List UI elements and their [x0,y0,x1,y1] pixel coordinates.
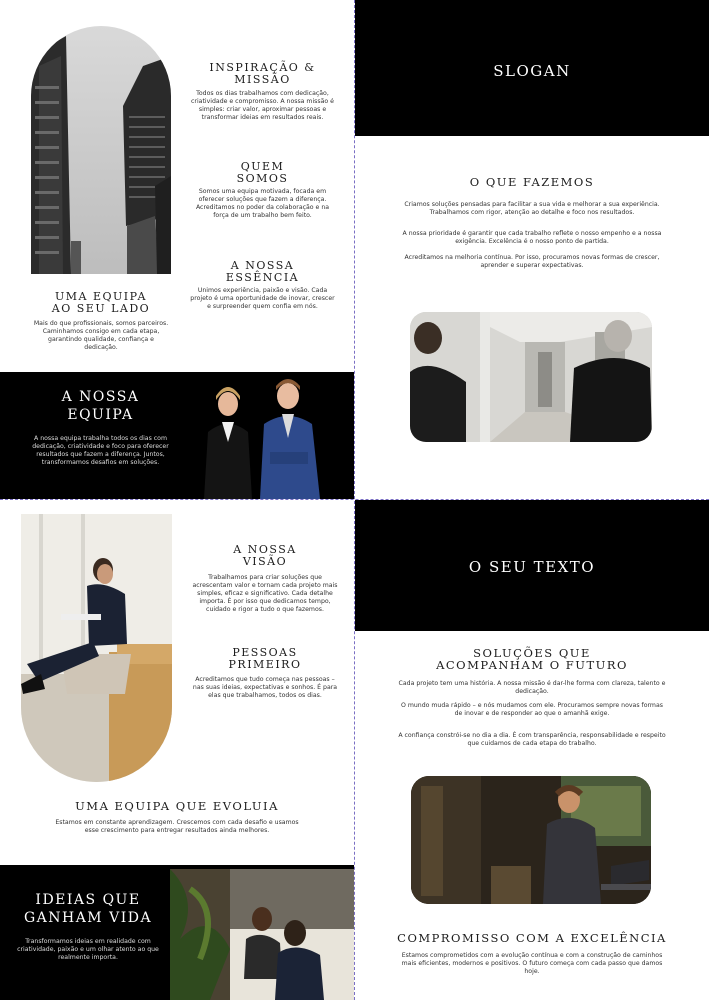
pessoas-primeiro-title: PESSOAS PRIMEIRO [228,646,302,671]
quem-somos-text: Somos uma equipa motivada, focada em oferecer soluções que fazem a diferença. Acreditamos no poder da colaboração e na força de um trabalho bem feito. [195,188,330,219]
ideias-band [0,865,354,1000]
nossa-visao-title: A NOSSA VISÃO [233,543,297,568]
page-2 [355,0,709,499]
nossa-equipa-band [0,372,354,499]
nossa-essencia-text: Unimos experiência, paixão e visão. Cada projeto é uma oportunidade de inovar, crescer e surpreender quem confia em nós. [190,287,335,310]
nossa-equipa-text: A nossa equipa trabalha todos os dias com dedicação, criatividade e foco para oferecer resultados que fazem a diferença. Juntos, transformamos desafios em soluções. [32,435,169,466]
equipa-evolui-text: Estamos em constante aprendizagem. Crescemos com cada desafio e usamos esse crescimento para entregar resultados ainda melhores. [55,819,299,834]
office-corridor-photo [410,312,652,442]
businessman-chair-photo [21,514,172,782]
inspiracao-text: Todos os dias trabalhamos com dedicação, criatividade e compromisso. A nossa missão é simples: criar valor, aproximar pessoas e transformar ideias em resultados reais. [191,90,334,121]
cafe-businessman-photo [411,776,651,904]
inspiracao-title: INSPIRAÇÃO & MISSÃO [209,61,316,86]
solucoes-p1: Cada projeto tem uma história. A nossa missão é dar-lhe forma com clareza, talento e dedicação. [398,680,666,695]
seu-texto-band [355,500,709,631]
page-1 [0,0,354,499]
seu-texto-title: O SEU TEXTO [468,558,596,576]
compromisso-title: COMPROMISSO COM A EXCELÊNCIA [397,931,667,945]
nossa-equipa-title: A NOSSA EQUIPA [61,389,140,424]
o-que-fazemos-p1: Criamos soluções pensadas para facilitar a sua vida e melhorar a sua experiência. Trabalhamos com rigor, atenção ao detalhe e foco nos resultados. [404,201,660,216]
compromisso-text: Estamos comprometidos com a evolução contínua e com a construção de caminhos mais eficientes, modernos e positivos. O futuro começa com cada passo que damos hoje. [401,952,663,975]
solucoes-p3: A confiança constrói-se no dia a dia. É com transparência, responsabilidade e respeito que cuidamos de cada etapa do trabalho. [398,732,666,747]
quem-somos-title: QUEM SOMOS [236,160,289,185]
pessoas-primeiro-text: Acreditamos que tudo começa nas pessoas – nas suas ideias, expectativas e sonhos. É para elas que trabalhamos, todos os dias. [192,676,338,699]
ideias-text: Transformamos ideias em realidade com criatividade, paixão e um olhar atento ao que realmente importa. [17,938,159,961]
page-4 [355,500,709,1000]
o-que-fazemos-p3: Acreditamos na melhoria contínua. Por isso, procuramos novas formas de crescer, aprender e superar expectativas. [404,254,660,269]
nossa-essencia-title: A NOSSA ESSÊNCIA [225,259,300,284]
meeting-photo [170,869,354,1000]
solucoes-p2: O mundo muda rápido – e nós mudamos com ele. Procuramos sempre novas formas de inovar e de responder ao que o amanhã exige. [401,702,663,717]
equipa-lado-title: UMA EQUIPA AO SEU LADO [51,290,151,315]
solucoes-title: SOLUÇÕES QUE ACOMPANHAM O FUTURO [436,646,628,673]
page-3 [0,500,354,1000]
slogan-band [355,0,709,136]
nossa-visao-text: Trabalhamos para criar soluções que acrescentam valor e tornam cada projeto mais simples, eficaz e significativo. Cada detalhe importa. É por isso que dedicamos tempo, cuidado e rigor a tudo o que fazemos. [192,574,338,613]
o-que-fazemos-title: O QUE FAZEMOS [469,175,595,189]
team-photo [190,372,340,499]
horizontal-divider [0,499,709,500]
ideias-title: IDEIAS QUE GANHAM VIDA [23,892,153,927]
o-que-fazemos-p2: A nossa prioridade é garantir que cada trabalho reflete o nosso empenho e a nossa exigência. Excelência é o nosso ponto de partida. [402,230,662,245]
slogan-title: SLOGAN [493,62,571,80]
equipa-evolui-title: UMA EQUIPA QUE EVOLUIA [75,799,279,813]
equipa-lado-text: Mais do que profissionais, somos parceiros. Caminhamos consigo em cada etapa, garantindo qualidade, confiança e dedicação. [33,320,169,351]
skyscraper-photo [31,26,171,274]
vertical-divider [354,0,355,1000]
